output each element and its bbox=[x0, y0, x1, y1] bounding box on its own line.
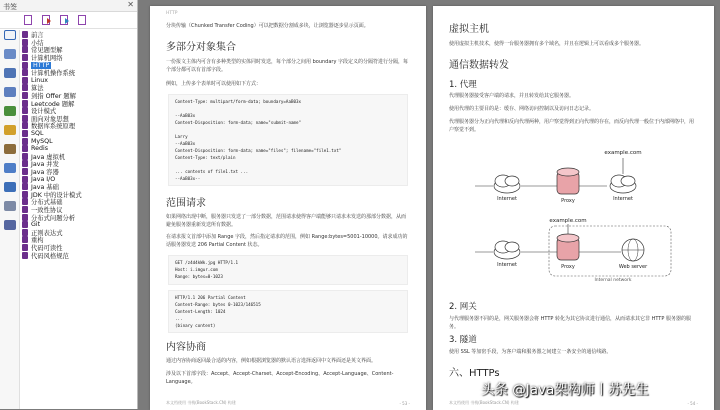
page-footer: 本文档使用 书栈(BookStack.CN) 构建 bbox=[449, 400, 519, 405]
code-line: Host: i.imgur.com bbox=[175, 267, 218, 272]
bookmark-label: 设计模式 bbox=[31, 108, 57, 116]
code-block bbox=[168, 290, 408, 333]
bookmark-label: 数据库系统原理 bbox=[31, 123, 76, 131]
bookmark-icon bbox=[22, 229, 28, 236]
reverse-proxy-diagram bbox=[473, 214, 683, 284]
paragraph: 在请求报文首部中添加 Range 字段，然后指定请求的范围，例如 Range:bytes=5001-10000。请求成功的话服务器发送 206 Partial Content 状态。 bbox=[166, 234, 408, 248]
paragraph: 使用 SSL 等加密手段，为客户端和服务器之间建立一条安全的通信线路。 bbox=[449, 349, 612, 355]
bookmark-icon bbox=[22, 176, 28, 183]
comments-tab-icon[interactable] bbox=[4, 87, 16, 97]
bookmark-label: 面向对象思想 bbox=[31, 115, 69, 123]
bookmark-icon bbox=[22, 168, 28, 175]
paragraph: 一份报文主体内可含有多种类型的实体同时发送，每个部分之间用 boundary 字段定义的分隔符进行分隔，每个部分都可以有首部字段。 bbox=[166, 59, 409, 73]
bookmark-label: 代码风格规范 bbox=[31, 252, 69, 260]
bookmark-icon bbox=[22, 214, 28, 221]
page-footer: 本文档使用 书栈(BookStack.CN) 构建 bbox=[166, 400, 236, 405]
close-icon[interactable]: ✕ bbox=[127, 0, 134, 9]
bookmark-icon bbox=[22, 84, 28, 91]
bookmark-label: Leetcode 题解 bbox=[31, 100, 75, 108]
diagram-label: Internal network bbox=[594, 278, 632, 283]
bookmark-label: Git bbox=[31, 221, 41, 229]
page-number: - 54 - bbox=[687, 401, 698, 406]
bookmark-item[interactable] bbox=[22, 251, 137, 259]
code-line: ... bbox=[175, 316, 183, 321]
bookmark-label: 计算机网络 bbox=[31, 55, 63, 63]
content-tab-icon[interactable] bbox=[4, 182, 16, 192]
bookmark-icon bbox=[22, 31, 28, 38]
pages-tab-icon[interactable] bbox=[4, 49, 16, 59]
code-line: Larry bbox=[175, 134, 188, 139]
bookmark-label: Java I/O bbox=[31, 175, 56, 183]
code-line: Content-Length: 1024 bbox=[175, 309, 226, 314]
bookmark-icon bbox=[22, 183, 28, 190]
diagram-label: example.com bbox=[549, 218, 587, 224]
bookmark-icon bbox=[22, 69, 28, 76]
bookmark-list bbox=[22, 31, 137, 259]
code-line: Content-Disposition: form-data; name="files"; filename="file1.txt" bbox=[175, 148, 342, 153]
bookmark-label: 分布式问题分析 bbox=[31, 214, 76, 222]
subsection-heading: 3. 隧道 bbox=[449, 335, 477, 345]
bookmark-icon bbox=[22, 244, 28, 251]
code-line: Range: bytes=0-1023 bbox=[175, 274, 223, 279]
proxy-server-icon bbox=[557, 168, 579, 194]
bookmark-label: 常见题型解 bbox=[31, 47, 63, 55]
search-tab-icon[interactable] bbox=[4, 125, 16, 135]
section-heading: 虚拟主机 bbox=[449, 24, 489, 35]
bookmark-item[interactable] bbox=[22, 168, 137, 176]
code-line: --AaB03x bbox=[175, 113, 196, 118]
bookmark-icon bbox=[22, 138, 28, 145]
bookmark-toolbar bbox=[0, 12, 137, 29]
paragraph: 通过内容协商返回最合适的内容，例如根据浏览器的默认语言选择返回中文界面还是英文界面。 bbox=[166, 358, 377, 364]
forward-proxy-diagram bbox=[473, 146, 673, 204]
bookmarks-tab-icon[interactable] bbox=[4, 30, 16, 40]
code-line bbox=[175, 105, 401, 112]
bookmark-item[interactable] bbox=[22, 122, 137, 130]
diagram-label: Internet bbox=[613, 196, 633, 202]
bookmark-item[interactable] bbox=[22, 213, 137, 221]
add-bookmark-button[interactable] bbox=[78, 15, 88, 26]
paragraph: 与代理服务器不同的是，网关服务器会将 HTTP 转化为其它协议进行通信，从而请求其它非 HTTP 服务器的服务。 bbox=[449, 316, 691, 330]
bookmark-item[interactable] bbox=[22, 137, 137, 145]
bookmark-icon bbox=[22, 62, 28, 69]
side-rail bbox=[0, 30, 20, 409]
diagram-label: Internet bbox=[497, 262, 517, 268]
bookmark-label: HTTP bbox=[33, 61, 50, 69]
bookmark-icon bbox=[22, 107, 28, 114]
document-page-right bbox=[433, 6, 714, 410]
bookmark-label: 分布式基础 bbox=[31, 199, 63, 207]
bookmark-label: Java 容器 bbox=[31, 168, 59, 176]
lock-icon[interactable] bbox=[4, 144, 16, 154]
code-line: GET /z4d4kWk.jpg HTTP/1.1 bbox=[175, 260, 239, 265]
bookmark-icon bbox=[22, 198, 28, 205]
paragraph: 使用代理的主要目的是：缓存、网络访问控制以及访问日志记录。 bbox=[449, 106, 595, 112]
internet-cloud-icon bbox=[494, 175, 520, 193]
bookmark-icon bbox=[22, 39, 28, 46]
diagram-label: Web server bbox=[618, 264, 648, 270]
panel-title: 书签 bbox=[3, 3, 17, 11]
code-line: (binary content) bbox=[175, 323, 216, 328]
bookmark-label: 代码可读性 bbox=[31, 244, 63, 252]
bookmark-label: Java 基础 bbox=[31, 184, 59, 192]
subsection-heading: 2. 网关 bbox=[449, 302, 477, 312]
proxy-server-icon bbox=[557, 234, 579, 260]
bookmark-icon bbox=[22, 54, 28, 61]
section-heading: 六、HTTPs bbox=[449, 368, 500, 379]
bookmark-icon bbox=[22, 145, 28, 152]
paragraph: 使用虚拟主机技术，使得一台服务器拥有多个域名，并且在逻辑上可以看成多个服务器。 bbox=[449, 41, 645, 47]
bookmark-icon bbox=[22, 206, 28, 213]
bookmark-icon bbox=[22, 46, 28, 53]
bookmark-label: 算法 bbox=[31, 85, 44, 93]
diagram-label: example.com bbox=[604, 150, 642, 156]
diagram-label: Proxy bbox=[561, 198, 575, 204]
diagram-label: Proxy bbox=[561, 264, 575, 270]
bookmark-icon bbox=[22, 160, 28, 167]
bookmark-label: MySQL bbox=[31, 137, 53, 145]
paragraph: 分块传输（Chunked Transfer Coding）可以把数据分割成多块，让浏览器逐步显示页面。 bbox=[166, 23, 369, 29]
bookmark-label: 剑指 Offer 题解 bbox=[31, 93, 76, 101]
running-header: HTTP bbox=[166, 11, 178, 16]
bookmark-options-button[interactable] bbox=[24, 15, 34, 26]
subsection-heading: 1. 代理 bbox=[449, 80, 477, 90]
bookmark-icon bbox=[22, 122, 28, 129]
section-heading: 通信数据转发 bbox=[449, 60, 509, 71]
diagram-label: Internet bbox=[497, 196, 517, 202]
collapse-bookmark-button[interactable] bbox=[60, 15, 70, 26]
code-line bbox=[175, 161, 401, 168]
web-server-icon bbox=[622, 239, 644, 261]
watermark-text: 头条 @Java架构师丨苏先生 bbox=[481, 382, 649, 398]
paragraph: 如果网络出现中断，服务器只发送了一部分数据，范围请求使得客户端能够只请求未发送的那部分数据，从而避免服务器重新发送所有数据。 bbox=[166, 214, 407, 228]
bookmark-label: SQL bbox=[31, 130, 44, 138]
signature-tab-icon[interactable] bbox=[4, 163, 16, 173]
paragraph: 涉及以下首部字段：Accept、Accept-Charset、Accept-Encoding、Accept-Language、Content-Language。 bbox=[166, 371, 394, 385]
model-tree-icon[interactable] bbox=[4, 201, 16, 211]
code-line: HTTP/1.1 206 Partial Content bbox=[175, 295, 246, 300]
section-heading: 范围请求 bbox=[166, 198, 206, 209]
bookmark-label: Java 虚拟机 bbox=[31, 153, 66, 161]
section-heading: 多部分对象集合 bbox=[166, 42, 236, 53]
code-line bbox=[175, 126, 401, 133]
code-line: --AaB03x-- bbox=[175, 176, 201, 181]
bookmark-label: 小结 bbox=[31, 39, 44, 47]
bookmark-item[interactable] bbox=[22, 69, 137, 77]
bookmark-icon bbox=[22, 221, 28, 228]
panel-header bbox=[0, 0, 137, 12]
section-heading: 内容协商 bbox=[166, 342, 206, 353]
bookmark-item[interactable] bbox=[22, 54, 137, 62]
internet-cloud-icon bbox=[494, 241, 520, 259]
bookmark-icon bbox=[22, 191, 28, 198]
code-line: Content-Type: text/plain bbox=[175, 155, 236, 160]
expand-bookmark-button[interactable] bbox=[42, 15, 52, 26]
bookmark-label: 重构 bbox=[31, 237, 44, 245]
bookmark-icon bbox=[22, 236, 28, 243]
document-page-left bbox=[150, 6, 426, 410]
paragraph: 例如，上传多个表单时可以使用如下方式： bbox=[166, 81, 262, 87]
attachments-tab-icon[interactable] bbox=[4, 106, 16, 116]
bookmark-icon bbox=[22, 153, 28, 160]
code-block bbox=[168, 94, 408, 186]
bookmark-label: JDK 中的设计模式 bbox=[31, 191, 82, 199]
bookmark-label: 计算机操作系统 bbox=[31, 70, 76, 78]
bookmark-label: 正则表达式 bbox=[31, 229, 63, 237]
bookmark-icon bbox=[22, 92, 28, 99]
bookmark-icon bbox=[22, 100, 28, 107]
bookmark-label: Linux bbox=[31, 76, 48, 84]
page-number: - 53 - bbox=[399, 401, 410, 406]
code-line: Content-Range: bytes 0-1023/146515 bbox=[175, 302, 261, 307]
bookmarks-panel bbox=[0, 0, 138, 409]
bookmark-label: 前言 bbox=[31, 32, 44, 40]
tags-tab-icon[interactable] bbox=[4, 220, 16, 230]
code-line: Content-Disposition: form-data; name="submit-name" bbox=[175, 120, 302, 125]
internet-cloud-icon bbox=[610, 175, 636, 193]
bookmark-icon bbox=[22, 115, 28, 122]
code-block bbox=[168, 255, 408, 285]
bookmark-label: Java 并发 bbox=[31, 161, 59, 169]
bookmark-icon bbox=[22, 130, 28, 137]
bookmark-label: Redis bbox=[31, 145, 48, 153]
bookmark-icon bbox=[22, 77, 28, 84]
code-line: --AaB03x bbox=[175, 141, 196, 146]
paragraph: 代理服务器接受客户端的请求，并且转发给其它服务器。 bbox=[449, 93, 575, 99]
bookmark-label: 一致性协议 bbox=[31, 206, 63, 214]
code-line: Content-Type: multipart/form-data; boundary=AaB03x bbox=[175, 99, 302, 104]
code-line: ... contents of file1.txt ... bbox=[175, 169, 249, 174]
bookmark-icon bbox=[22, 252, 28, 259]
bookmark-item[interactable] bbox=[22, 130, 137, 138]
layers-tab-icon[interactable] bbox=[4, 68, 16, 78]
paragraph: 代理服务器分为正向代理和反向代理两种，用户察觉得到正向代理的存在，而反向代理一般位于内部网络中，用户察觉不到。 bbox=[449, 119, 695, 133]
